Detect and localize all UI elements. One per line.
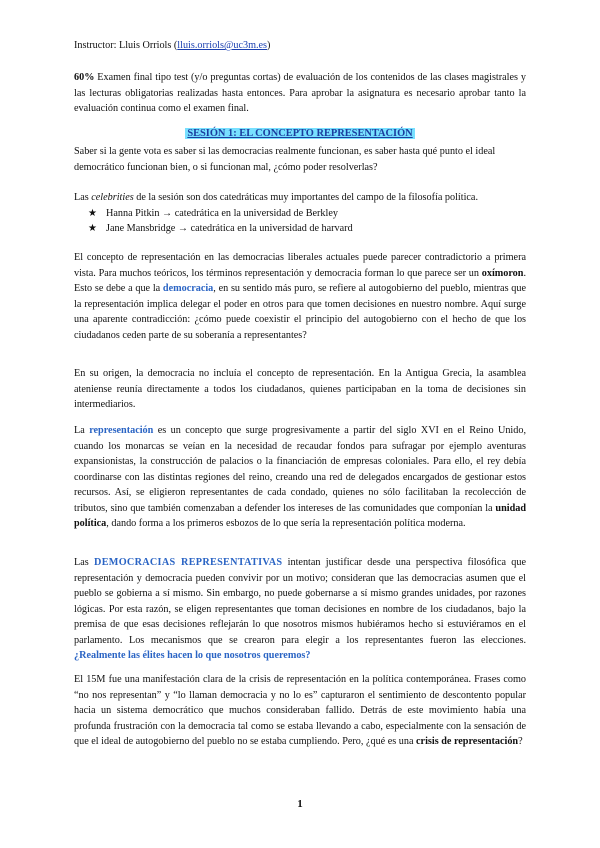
section-heading: SESIÓN 1: EL CONCEPTO REPRESENTACIÓN (187, 128, 413, 139)
page-number: 1 (297, 798, 303, 810)
unidad-politica-term: unidad política (74, 502, 526, 529)
list-item: ★ Jane Mansbridge → catedrática en la universidad de harvard (88, 221, 526, 237)
oximoron-term: oxímoron (481, 267, 524, 279)
paragraph-15m: El 15M fue una manifestación clara de la crisis de representación en la política contemporánea. Frases como “no nos representan” y “lo llaman democracia y no lo es” capturaron el sentimiento de descontento popular hacia un sistema democrático que muchos consideraban fallido. Detrás de este movimiento había una profunda frustración con la democracia tal como se estaba llevando a cabo, especialmente con la sensación de que el ideal de autogobierno del pueblo no se estaba cumpliendo. Pero, ¿qué es una crisis de representación? (74, 674, 526, 747)
crisis-term: crisis de representación (416, 736, 519, 747)
paragraph-origin: En su origen, la democracia no incluía el concepto de representación. En la Antigua Grecia, la asamblea ateniense reunía directamente a todos los ciudadanos, quienes participaban en la toma de decisiones sin intermediarios. (74, 368, 526, 410)
representacion-term: representación (89, 425, 154, 436)
paragraph-concept: El concepto de representación en las democracias liberales actuales puede parecer contradictorio a primera vista. Para muchos teóricos, los términos representación y democracia forman lo que parece ser un oxímoron. Esto se debe a que la democracia, en su sentido más puro, se refiere al autogobierno del pueblo, mientras que la representación implica delegar el poder en otros para que tomen decisiones en nuestro nombre. Aquí surge una aparente contradicción: ¿cómo puede coexistir el principio del autogobierno con el hecho de que los ciudadanos ceden parte de su soberanía a representantes? (74, 252, 526, 341)
paragraph-representative-democracies: Las DEMOCRACIAS REPRESENTATIVAS intentan justificar desde una perspectiva filosófica que representación y democracia pueden convivir por un motivo; consideran que las democracias asumen que el pueblo se gobierna a sí mismo. Sin embargo, no puede gobernarse a sí mismo grandes unidades, por razones lógicas. Por esta razón, se eligen representantes que toman decisiones en nombre de los ciudadanos, bajo la premisa de que esas decisiones reflejarán lo que nosotros mismos hubiéramos hecho si estuviéramos en el parlamento. Los mecanismos que se crearon para elegir a los representantes fueron las elecciones. ¿Realmente las élites hacen lo que nosotros queremos? (74, 557, 527, 661)
instructor-email-link[interactable]: lluis.orriols@uc3m.es (177, 40, 268, 51)
star-icon: ★ (88, 207, 97, 219)
celebrities-list (88, 206, 526, 237)
democracias-representativas-term: DEMOCRACIAS REPRESENTATIVAS (94, 557, 283, 568)
exam-note: 60% Examen final tipo test (y/o preguntas cortas) de evaluación de los contenidos de las clases magistrales y las lecturas obligatorias realizadas hasta entonces. Para aprobar la asignatura es necesario aprobar tanto la evaluación continua como el examen final. (74, 72, 526, 114)
democracia-term: democracia (162, 283, 214, 294)
celebrities-paragraph: Las celebrities de la sesión son dos catedráticas muy importantes del campo de la filosofía política. ★ Hanna Pitkin → catedrática en la universidad de Berkley ★ Jane Mansbridge → catedrática en la universidad de harvard (74, 190, 526, 237)
instructor-line: Instructor: Lluis Orriols (lluis.orriols@uc3m.es) (74, 40, 271, 51)
exam-percent: 60% (74, 72, 95, 83)
list-item: ★ Hanna Pitkin → catedrática en la universidad de Berkley (88, 206, 526, 222)
paragraph-representation: La representación es un concepto que surge progresivamente a partir del siglo XVI en el Reino Unido, cuando los monarcas se veían en la necesidad de recaudar fondos para sufragar por ejemplo aventuras expansionistas, la construcción de palacios o la financiación de empresas coloniales. Para ello, el rey debía coordinarse con las distintas regiones del reino, creando una red de delegados encargados de gestionar estos recursos. Así, se eligieron representantes de cada condado, quienes no sólo facilitaban la recolección de tributos, sino que también comenzaban a defender los intereses de las comunidades que componían la unidad política, dando forma a los primeros esbozos de lo que sería la representación política moderna. (74, 425, 526, 529)
question-highlight: ¿Realmente las élites hacen lo que nosotros queremos? (74, 650, 311, 661)
intro-paragraph: Saber si la gente vota es saber si las democracias realmente funcionan, es saber hasta qué punto el ideal democrático funcionan bien, o si funcionan mal, ¿cómo poder resolverlas? (74, 146, 496, 173)
star-icon: ★ (88, 223, 97, 234)
